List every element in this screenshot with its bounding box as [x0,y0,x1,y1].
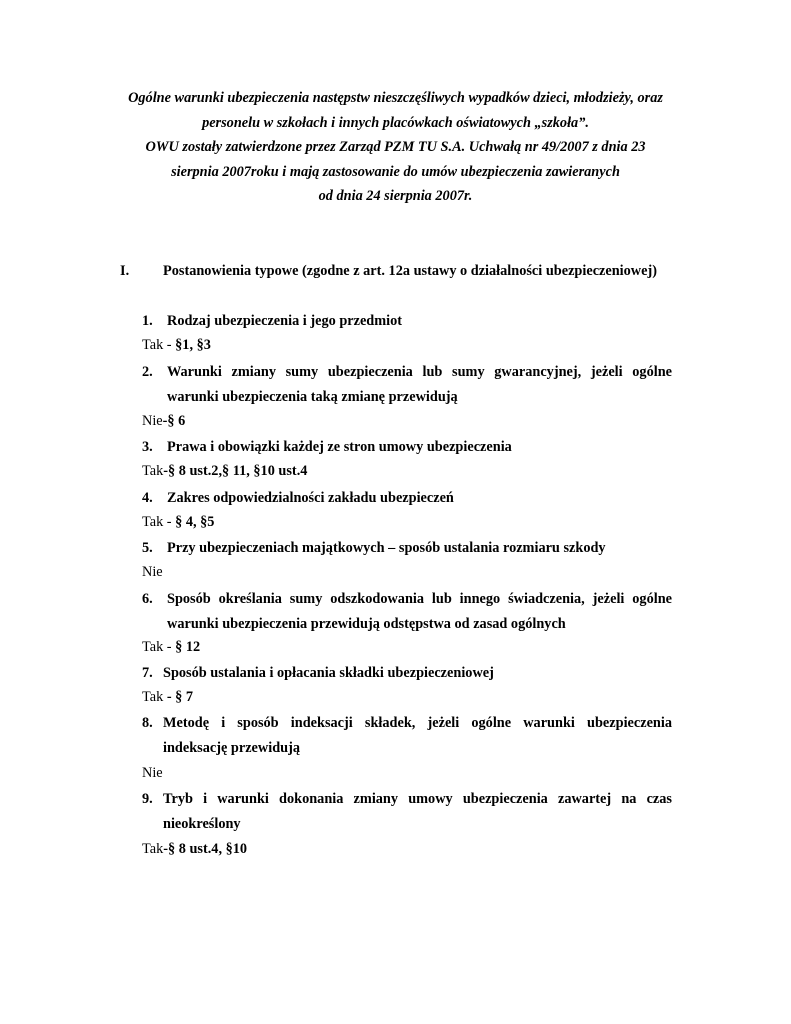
answer-prefix: Tak - [142,639,176,655]
document-title [100,86,691,209]
item-answer [142,411,185,431]
item-line: Rodzaj ubezpieczenia i jego przedmiot [167,313,403,329]
answer-prefix: Tak - [142,514,176,530]
item-answer [142,839,247,859]
item-line: Sposób określania sumy odszkodowania lub innego świadczenia, jeżeli ogólne [167,591,672,607]
item-line: Zakres odpowiedzialności zakładu ubezpieczeń [167,490,454,506]
item-text [163,787,672,837]
item-text [163,711,672,761]
answer-prefix: Nie [142,765,163,781]
answer-prefix: Tak [142,463,164,479]
item-line: nieokreślony [163,816,241,832]
title-line-2: personelu w szkołach i innych placówkach oświatowych „szkoła”. [202,114,589,131]
title-line-5: od dnia 24 sierpnia 2007r. [318,188,473,204]
item-number: 3. [142,439,153,455]
answer-prefix: Tak - [142,337,176,353]
answer-reference: -§ 8 ust.4, §10 [163,841,248,857]
title-line-1: Ogólne warunki ubezpieczenia następstw nieszczęśliwych wypadków dzieci, młodzieży, oraz [128,90,663,106]
item-text [167,486,672,511]
answer-reference: - § 7 [166,689,194,705]
item-number: 9. [142,791,153,807]
item-answer [142,687,193,707]
item-line: Sposób ustalania i opłacania składki ubezpieczeniowej [163,665,494,681]
item-line: indeksację przewidują [163,740,301,756]
item-number: 7. [142,665,153,681]
item-number: 8. [142,715,153,731]
answer-reference: -§ 6 [162,413,186,429]
answer-reference: -§ 8 ust.2,§ 11, §10 ust.4 [163,463,308,479]
answer-prefix: Nie [142,564,163,580]
section-title: Postanowienia typowe (zgodne z art. 12a ustawy o działalności ubezpieczeniowej) [163,263,657,279]
item-text [167,435,672,460]
answer-reference: § 12 [175,639,201,655]
item-line: warunki ubezpieczenia taką zmianę przewidują [167,389,458,405]
item-line: Tryb i warunki dokonania zmiany umowy ubezpieczenia zawartej na czas [163,791,672,807]
item-text [167,536,672,561]
item-text [167,587,672,637]
item-answer [142,637,200,657]
item-text [167,360,672,410]
item-line: Prawa i obowiązki każdej ze stron umowy ubezpieczenia [167,439,512,455]
answer-prefix: Tak [142,689,167,705]
item-line: Metodę i sposób indeksacji składek, jeżeli ogólne warunki ubezpieczenia [163,715,672,731]
item-number: 6. [142,591,153,607]
item-answer [142,512,214,532]
item-number: 4. [142,490,153,506]
answer-reference: § 4, §5 [175,514,215,530]
answer-prefix: Tak [142,841,164,857]
item-text [167,309,672,334]
item-text [163,661,668,686]
answer-reference: §1, §3 [175,337,211,353]
answer-prefix: Nie [142,413,163,429]
title-line-4: sierpnia 2007roku i mają zastosowanie do umów ubezpieczenia zawieranych [171,163,620,180]
item-answer [142,763,163,783]
item-line: warunki ubezpieczenia przewidują odstępstwa od zasad ogólnych [167,616,566,632]
item-answer [142,335,211,355]
item-line: Warunki zmiany sumy ubezpieczenia lub sumy gwarancyjnej, jeżeli ogólne [167,364,672,380]
title-line-3: OWU zostały zatwierdzone przez Zarząd PZM TU S.A. Uchwałą nr 49/2007 z dnia 23 [145,139,646,155]
item-number: 5. [142,540,153,556]
item-number: 2. [142,364,153,380]
item-line: Przy ubezpieczeniach majątkowych – sposób ustalania rozmiaru szkody [167,540,606,556]
item-number: 1. [142,313,153,329]
item-answer [142,461,307,481]
section-number: I. [120,263,130,279]
item-answer [142,562,163,582]
